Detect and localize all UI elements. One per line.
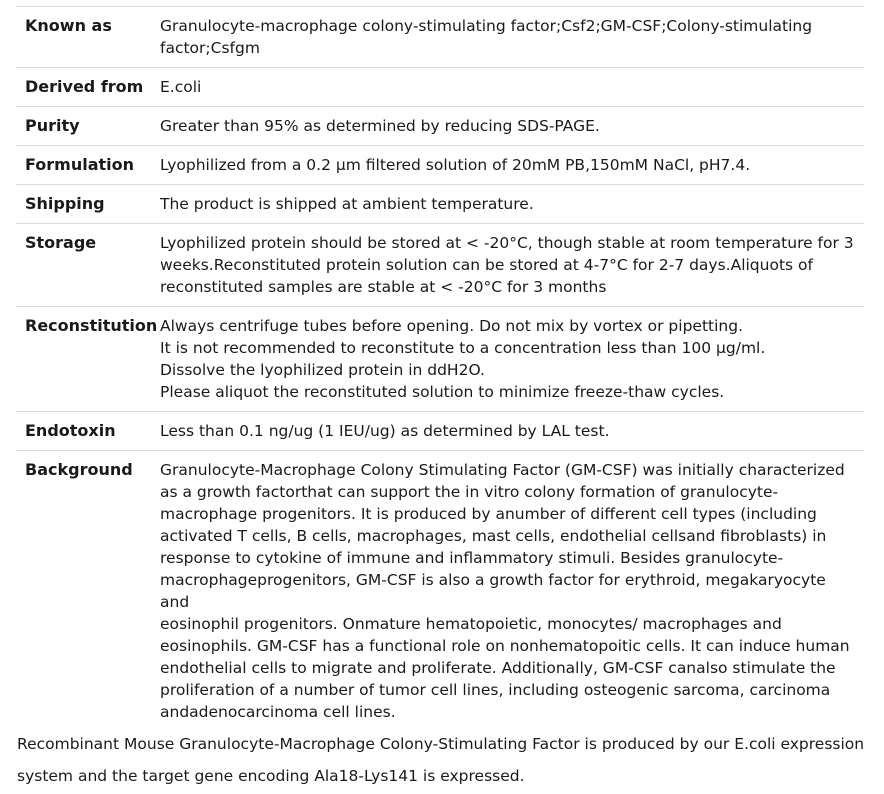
spec-row-storage [16, 224, 864, 307]
spec-value: E.coli [160, 78, 202, 96]
spec-label: Purity [25, 116, 80, 135]
spec-value: Lyophilized protein should be stored at < -20°C, though stable at room temperature for 3 weeks.Reconstituted protein solution can be stored at 4-7°C for 2-7 days.Aliquots of reconstituted samples are stable at < -20°C for 3 months [160, 234, 854, 296]
spec-label: Known as [25, 16, 112, 35]
product-description-paragraph [17, 728, 877, 792]
spec-value: The product is shipped at ambient temperature. [160, 195, 534, 213]
spec-label: Reconstitution [25, 316, 158, 335]
spec-label: Storage [25, 233, 97, 252]
spec-row-shipping [16, 185, 864, 224]
spec-value: Lyophilized from a 0.2 μm filtered solution of 20mM PB,150mM NaCl, pH7.4. [160, 156, 751, 174]
spec-label: Derived from [25, 77, 144, 96]
spec-label: Formulation [25, 155, 135, 174]
spec-row-derived-from [16, 68, 864, 107]
spec-label: Background [25, 460, 133, 479]
spec-row-endotoxin [16, 412, 864, 451]
spec-row-background [16, 451, 864, 731]
footer-text: Recombinant Mouse Granulocyte-Macrophage Colony-Stimulating Factor is produced by our E.coli expression system and the target gene encoding Ala18-Lys141 is expressed. [17, 735, 865, 785]
spec-value: Greater than 95% as determined by reducing SDS-PAGE. [160, 117, 600, 135]
spec-row-formulation [16, 146, 864, 185]
spec-row-reconstitution [16, 307, 864, 412]
product-spec-table [16, 6, 864, 731]
spec-value: Granulocyte-Macrophage Colony Stimulating Factor (GM-CSF) was initially characterized as a growth factorthat can support the in vitro colony formation of granulocyte- macrophage progenitors. It is produced by anumber of different cell types (including activated T cells, B cells, macrophages, mast cells, endothelial cellsand fibroblasts) in response to cytokine of immune and inflammatory stimuli. Besides granulocyte- macrophageprogenitors, GM-CSF is also a growth factor for erythroid, megakaryocyte and eosinophil progenitors. Onmature hematopoietic, monocytes/ macrophages and eosinophils. GM-CSF has a functional role on nonhematopoitic cells. It can induce human endothelial cells to migrate and proliferate. Additionally, GM-CSF canalso stimulate the proliferation of a number of tumor cell lines, including osteogenic sarcoma, carcinoma andadenocarcinoma cell lines. [160, 461, 850, 721]
spec-value: Always centrifuge tubes before opening. Do not mix by vortex or pipetting. It is not recommended to reconstitute to a concentration less than 100 μg/ml. Dissolve the lyophilized protein in ddH2O. Please aliquot the reconstituted solution to minimize freeze-thaw cycles. [160, 317, 766, 401]
spec-row-known-as [16, 7, 864, 68]
spec-value: Granulocyte-macrophage colony-stimulating factor;Csf2;GM-CSF;Colony-stimulating factor;Csfgm [160, 17, 813, 57]
spec-label: Shipping [25, 194, 105, 213]
spec-row-purity [16, 107, 864, 146]
spec-value: Less than 0.1 ng/ug (1 IEU/ug) as determined by LAL test. [160, 422, 610, 440]
spec-label: Endotoxin [25, 421, 116, 440]
